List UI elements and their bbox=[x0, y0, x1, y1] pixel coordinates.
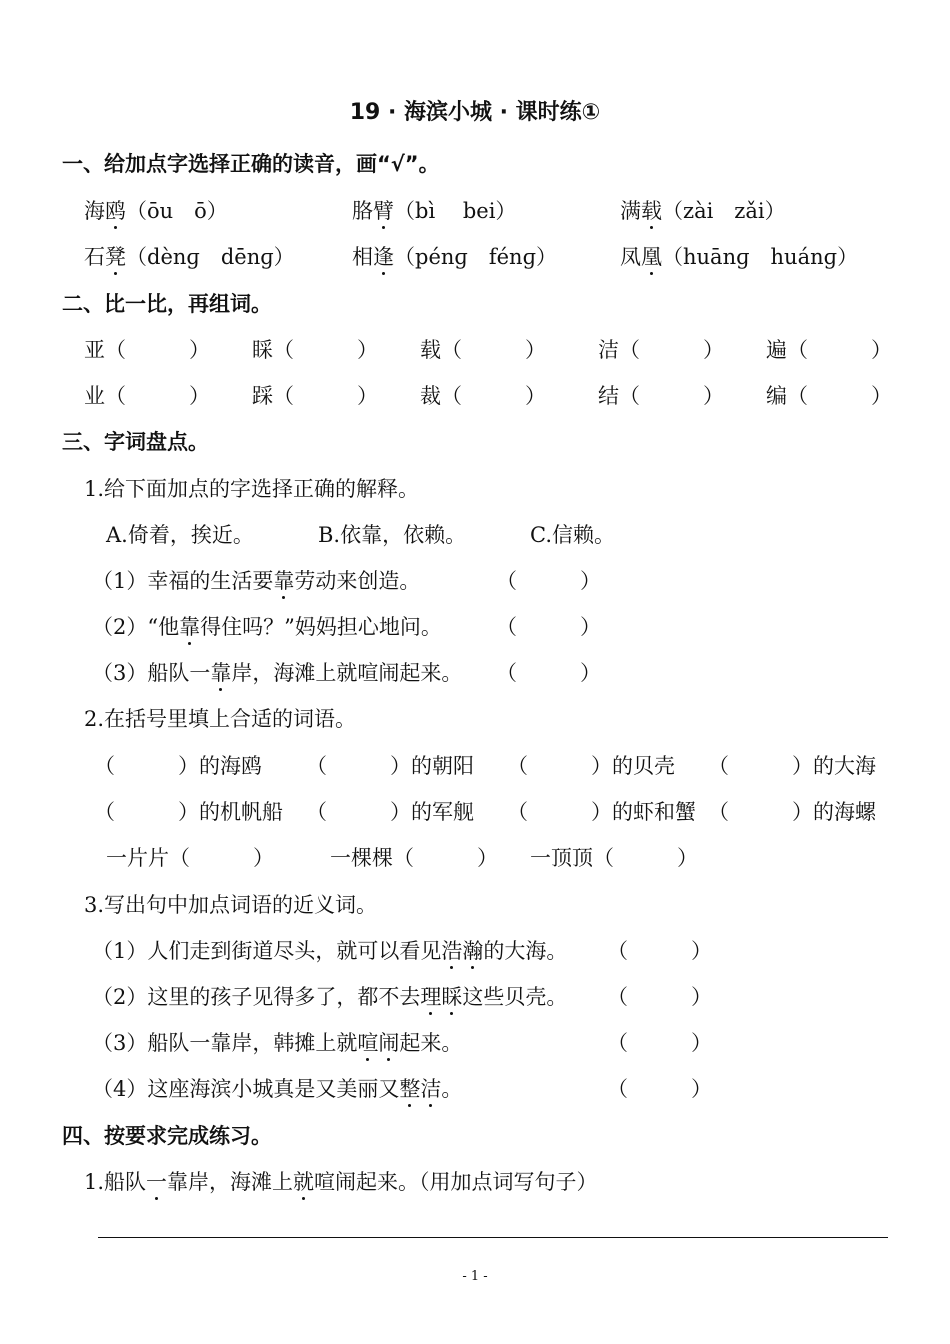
section-2-heading: 二、比一比，再组词。 bbox=[62, 292, 272, 316]
sentence-item: （2）这里的孩子见得多了，都不去理睬这些贝壳。 bbox=[92, 985, 568, 1009]
fill-phrase[interactable]: 一片片（ ） bbox=[106, 846, 274, 870]
compare-word: 睬（ ） bbox=[252, 338, 378, 362]
fill-phrase[interactable]: （ ）的海鸥 bbox=[94, 754, 262, 778]
question-title: 1.给下面加点的字选择正确的解释。 bbox=[84, 477, 420, 501]
answer-blank[interactable]: （ ） bbox=[496, 569, 601, 593]
fill-phrase[interactable]: （ ）的机帆船 bbox=[94, 800, 283, 824]
fill-phrase[interactable]: （ ）的贝壳 bbox=[507, 754, 675, 778]
pinyin-item: 满载（zài zǎi） bbox=[620, 199, 786, 223]
sentence-item: （1）人们走到街道尽头，就可以看见浩瀚的大海。 bbox=[92, 939, 568, 963]
section-3-heading: 三、字词盘点。 bbox=[62, 430, 209, 454]
compare-word: 编（ ） bbox=[766, 384, 892, 408]
fill-phrase[interactable]: 一顶顶（ ） bbox=[530, 846, 698, 870]
sentence-item: （3）船队一靠岸，海滩上就喧闹起来。 bbox=[92, 661, 463, 685]
pinyin-item: 凤凰（huānɡ huánɡ） bbox=[620, 245, 859, 269]
compare-word: 裁（ ） bbox=[420, 384, 546, 408]
page-title: 19 · 海滨小城 · 课时练① bbox=[349, 100, 601, 125]
answer-blank[interactable]: （ ） bbox=[607, 939, 712, 963]
fill-phrase[interactable]: （ ）的大海 bbox=[708, 754, 876, 778]
compare-word: 载（ ） bbox=[420, 338, 546, 362]
option: A.倚着，挨近。 bbox=[106, 523, 254, 547]
page-number: - 1 - bbox=[462, 1269, 488, 1284]
pinyin-item: 胳臂（bì bei） bbox=[352, 199, 517, 223]
fill-phrase[interactable]: （ ）的海螺 bbox=[708, 800, 876, 824]
answer-blank[interactable]: （ ） bbox=[607, 1077, 712, 1101]
option: C.信赖。 bbox=[530, 523, 615, 547]
option: B.依靠，依赖。 bbox=[318, 523, 467, 547]
fill-phrase[interactable]: 一棵棵（ ） bbox=[330, 846, 498, 870]
compare-word: 结（ ） bbox=[598, 384, 724, 408]
answer-blank[interactable]: （ ） bbox=[607, 985, 712, 1009]
question-title: 1.船队一靠岸，海滩上就喧闹起来。（用加点词写句子） bbox=[84, 1170, 598, 1194]
sentence-item: （4）这座海滨小城真是又美丽又整洁。 bbox=[92, 1077, 463, 1101]
pinyin-item: 海鸥（ōu ō） bbox=[84, 199, 228, 223]
answer-line[interactable] bbox=[98, 1237, 888, 1238]
fill-phrase[interactable]: （ ）的朝阳 bbox=[306, 754, 474, 778]
compare-word: 业（ ） bbox=[84, 384, 210, 408]
pinyin-item: 石凳（dènɡ dēnɡ） bbox=[84, 245, 295, 269]
compare-word: 踩（ ） bbox=[252, 384, 378, 408]
answer-blank[interactable]: （ ） bbox=[607, 1031, 712, 1055]
fill-phrase[interactable]: （ ）的军舰 bbox=[306, 800, 474, 824]
sentence-item: （1）幸福的生活要靠劳动来创造。 bbox=[92, 569, 421, 593]
fill-phrase[interactable]: （ ）的虾和蟹 bbox=[507, 800, 696, 824]
compare-word: 洁（ ） bbox=[598, 338, 724, 362]
compare-word: 亚（ ） bbox=[84, 338, 210, 362]
sentence-item: （3）船队一靠岸，韩摊上就喧闹起来。 bbox=[92, 1031, 463, 1055]
pinyin-item: 相逢（pénɡ fénɡ） bbox=[352, 245, 558, 269]
compare-word: 遍（ ） bbox=[766, 338, 892, 362]
answer-blank[interactable]: （ ） bbox=[496, 615, 601, 639]
section-4-heading: 四、按要求完成练习。 bbox=[62, 1124, 272, 1148]
section-1-heading: 一、给加点字选择正确的读音，画“√”。 bbox=[62, 152, 440, 176]
answer-blank[interactable]: （ ） bbox=[496, 661, 601, 685]
sentence-item: （2）“他靠得住吗？”妈妈担心地问。 bbox=[92, 615, 442, 639]
question-title: 3.写出句中加点词语的近义词。 bbox=[84, 893, 378, 917]
question-title: 2.在括号里填上合适的词语。 bbox=[84, 707, 357, 731]
